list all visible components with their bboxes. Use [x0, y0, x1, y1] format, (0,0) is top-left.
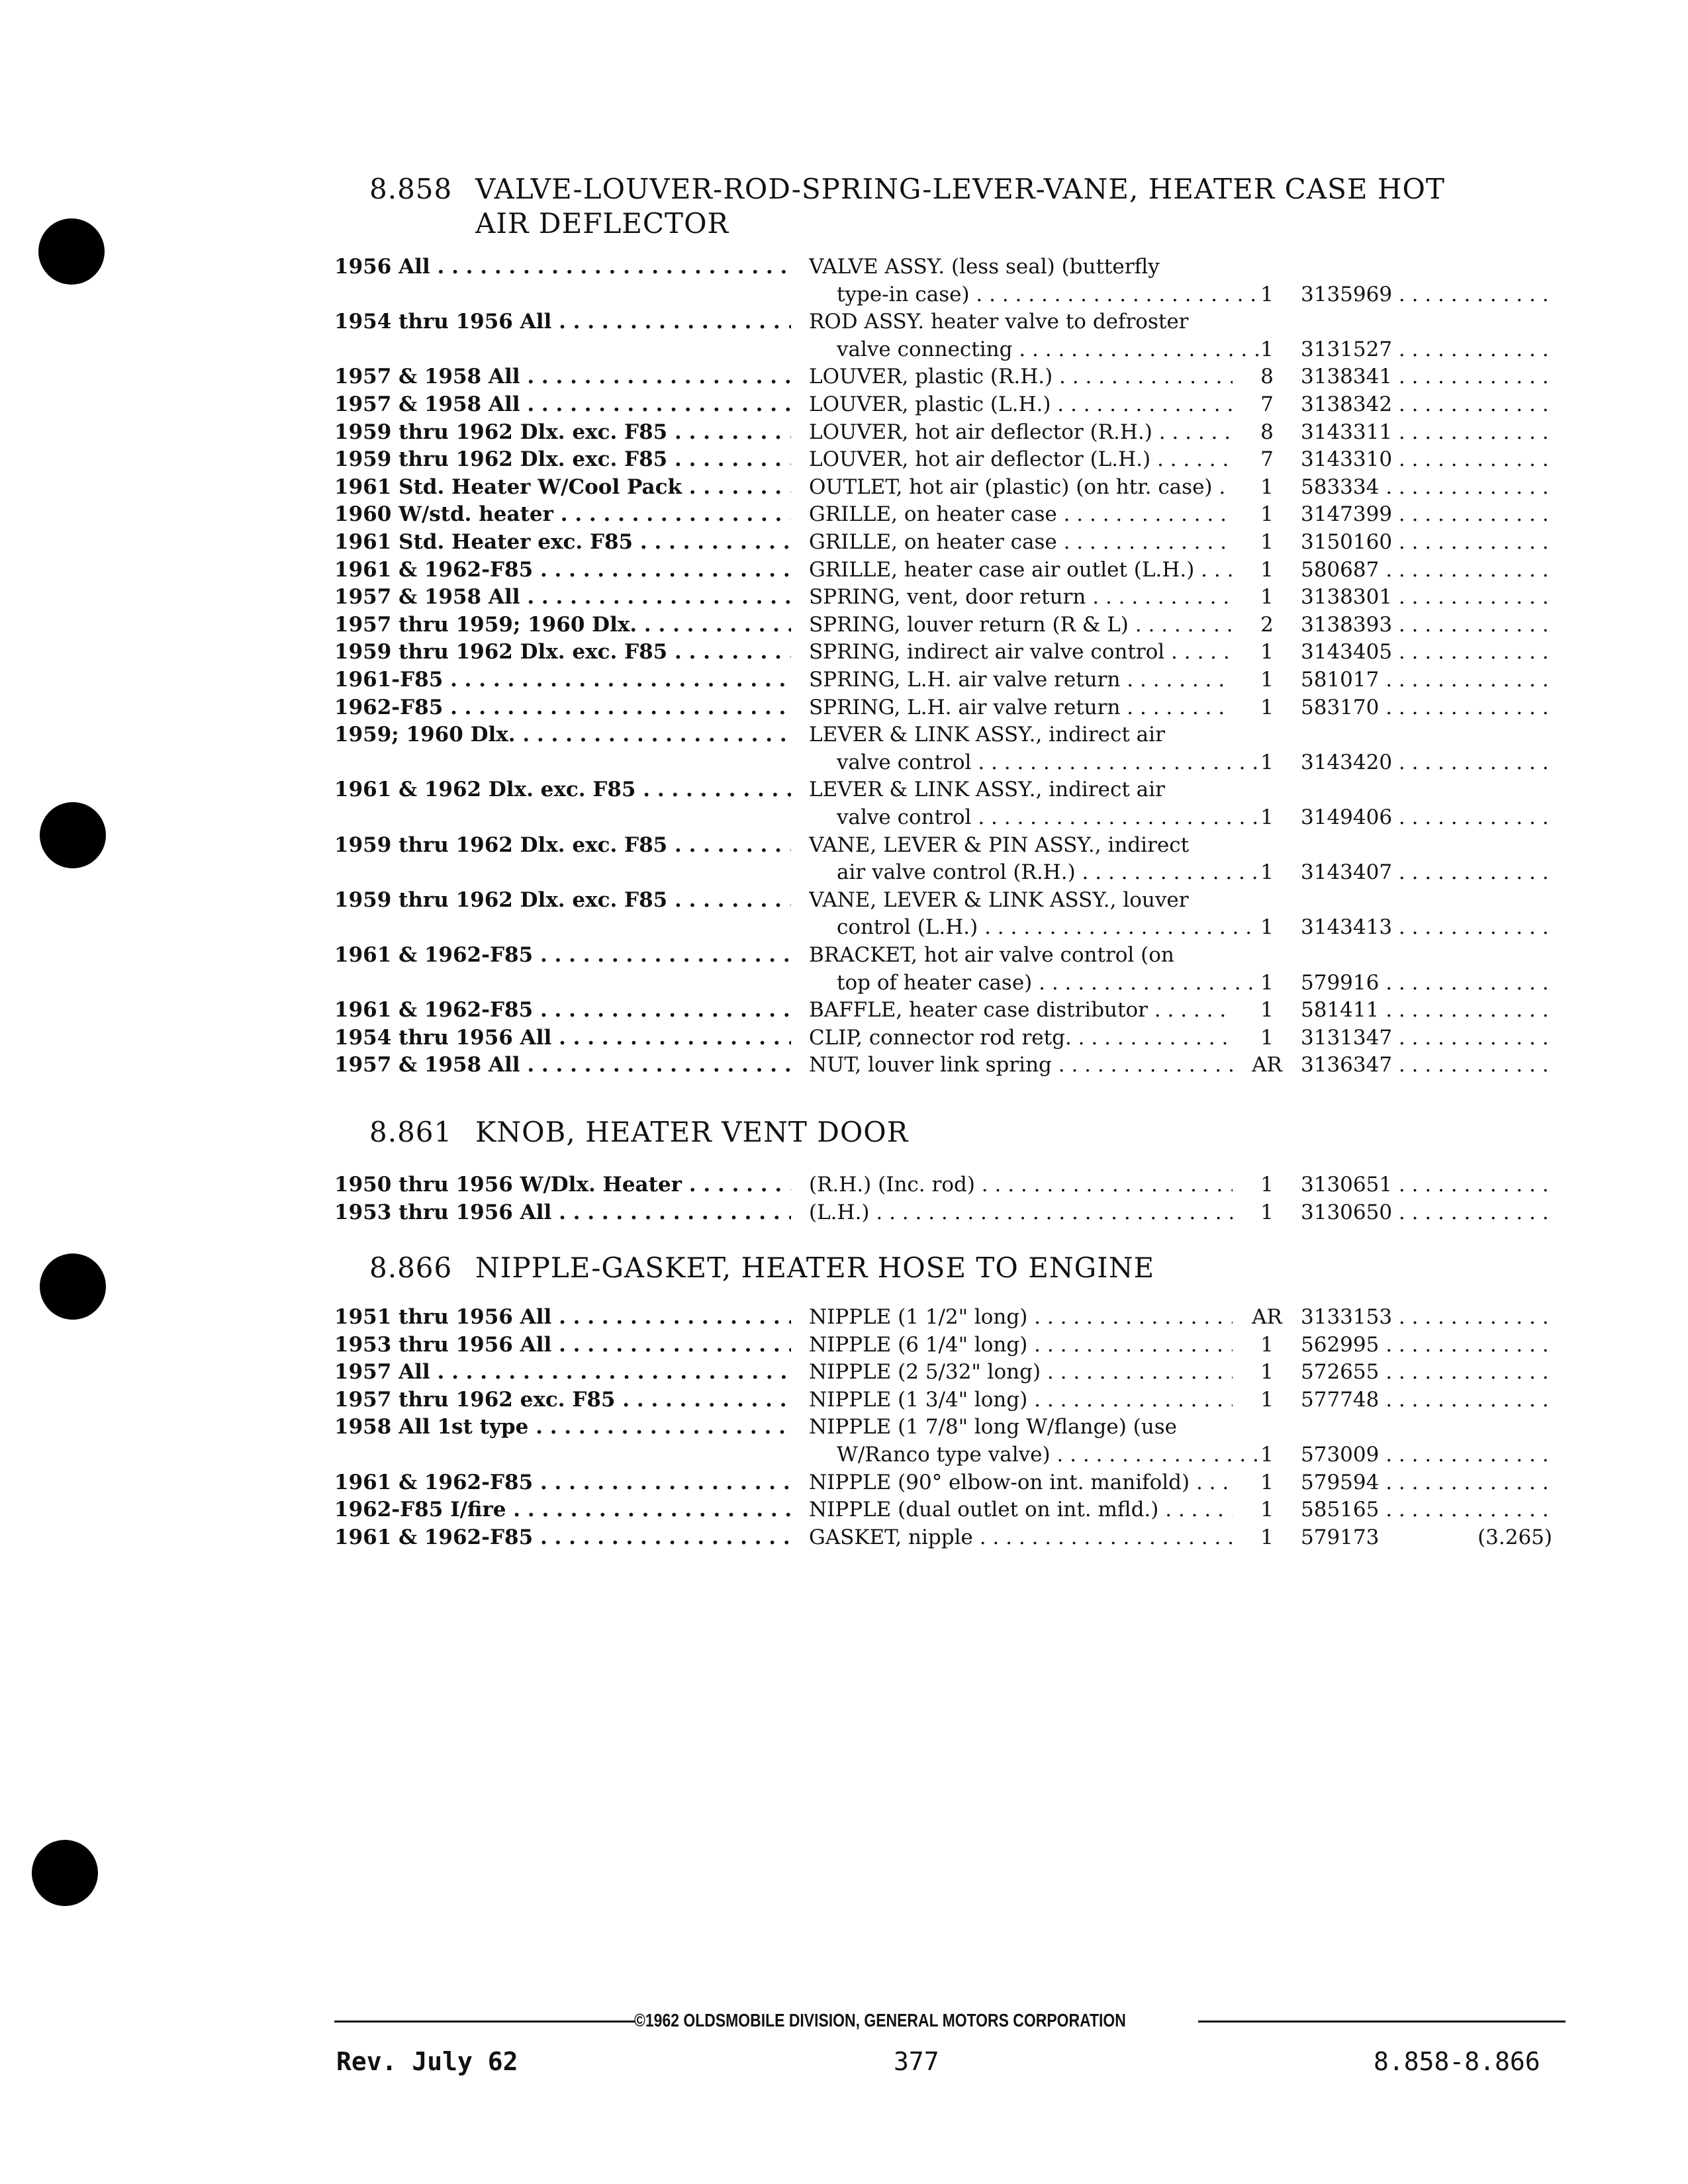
description-cell: SPRING, L.H. air valve return . . .: [809, 666, 1233, 693]
section-heading: [475, 172, 1445, 241]
quantity-cell: 1: [1260, 1498, 1274, 1522]
description-cell: LOUVER, hot air deflector (L.H.) . . .: [809, 446, 1233, 473]
part-row: [0, 1359, 1688, 1387]
part-row: [0, 1332, 1688, 1359]
part-number-cell: 3150160 . . .: [1301, 529, 1552, 555]
description-continuation: W/Ranco type valve) . . .: [809, 1441, 1260, 1468]
application-cell: 1961 & 1962-F85 . . .: [334, 557, 791, 583]
description-cell: SPRING, L.H. air valve return . . .: [809, 694, 1233, 721]
description-cell: BAFFLE, heater case distributor . . .: [809, 997, 1233, 1023]
section-number: 8.866: [369, 1251, 453, 1284]
part-number-cell: 3143407 . . .: [1301, 859, 1552, 886]
quantity-cell: 1: [1260, 695, 1274, 719]
quantity-cell: 2: [1260, 612, 1274, 637]
description-continuation: valve control . . .: [809, 804, 1260, 831]
description-cell: GRILLE, on heater case . . .: [809, 529, 1233, 555]
part-number-cell: 3138393 . . .: [1301, 612, 1552, 638]
part-number-cell: 583170 . . .: [1301, 694, 1552, 721]
part-row: [0, 584, 1688, 612]
part-row: [0, 887, 1688, 942]
application-cell: 1957 thru 1962 exc. F85 . . .: [334, 1387, 791, 1413]
section-range: 8.858-8.866: [1374, 2047, 1540, 2076]
quantity-cell: 1: [1260, 750, 1274, 774]
quantity-cell: 7: [1260, 447, 1274, 472]
section-heading-line: KNOB, HEATER VENT DOOR: [475, 1116, 909, 1148]
part-number-cell: 579594 . . .: [1301, 1469, 1552, 1496]
part-row: [0, 501, 1688, 529]
application-cell: 1957 & 1958 All . . .: [334, 1052, 791, 1078]
part-number-cell: 3136347 . . .: [1301, 1052, 1552, 1078]
footer-rule-right: [1198, 2021, 1566, 2023]
part-number-cell: 3130651 . . .: [1301, 1171, 1552, 1198]
part-row: [0, 1024, 1688, 1052]
application-cell: 1959 thru 1962 Dlx. exc. F85 . . .: [334, 639, 791, 665]
description-cell: ROD ASSY. heater valve to defroster: [809, 310, 1189, 334]
part-row: [0, 419, 1688, 447]
description-cell: NIPPLE (2 5/32" long) . . .: [809, 1359, 1233, 1385]
part-number-cell: 3138342 . . .: [1301, 391, 1552, 418]
quantity-cell: 1: [1260, 970, 1274, 995]
quantity-cell: 1: [1260, 475, 1274, 499]
section-number: 8.858: [369, 173, 453, 205]
description-cell: VALVE ASSY. (less seal) (butterfly: [809, 255, 1160, 279]
part-number-cell: 573009 . . .: [1301, 1441, 1552, 1468]
description-cell: LOUVER, hot air deflector (R.H.) . . .: [809, 419, 1233, 445]
part-row: [0, 666, 1688, 694]
revision-date: Rev. July 62: [336, 2047, 518, 2076]
application-cell: 1961 Std. Heater W/Cool Pack . . .: [334, 474, 791, 500]
section-heading: [475, 1115, 908, 1150]
application-cell: 1957 & 1958 All . . .: [334, 391, 791, 418]
description-cell: GRILLE, heater case air outlet (L.H.) . . .: [809, 557, 1233, 583]
description-continuation: valve control . . .: [809, 749, 1260, 776]
description-cell: LEVER & LINK ASSY., indirect air: [809, 723, 1165, 747]
part-row: [0, 308, 1688, 363]
application-cell: 1953 thru 1956 All . . .: [334, 1332, 791, 1358]
application-cell: 1957 thru 1959; 1960 Dlx. . . .: [334, 612, 791, 638]
description-continuation: air valve control (R.H.) . . .: [809, 859, 1260, 886]
quantity-cell: 1: [1260, 337, 1274, 361]
section-title: [369, 1115, 908, 1150]
application-cell: 1953 thru 1956 All . . .: [334, 1199, 791, 1226]
section-title: [369, 1251, 1154, 1285]
part-row: [0, 776, 1688, 831]
quantity-cell: 8: [1260, 420, 1274, 444]
part-number-cell: 3143420 . . .: [1301, 749, 1552, 776]
part-row: [0, 557, 1688, 584]
quantity-cell: 1: [1260, 1025, 1274, 1050]
part-number-cell: 580687 . . .: [1301, 557, 1552, 583]
description-cell: LEVER & LINK ASSY., indirect air: [809, 778, 1165, 802]
part-row: [0, 832, 1688, 887]
section-heading-line: NIPPLE-GASKET, HEATER HOSE TO ENGINE: [475, 1251, 1155, 1284]
section-title: [369, 172, 1445, 241]
part-number-cell: 581411 . . .: [1301, 997, 1552, 1023]
part-number-cell: 3133153 . . .: [1301, 1304, 1552, 1330]
binder-hole: [32, 1840, 98, 1906]
part-number-cell: 3138301 . . .: [1301, 584, 1552, 610]
quantity-cell: 1: [1260, 502, 1274, 527]
part-row: [0, 694, 1688, 722]
part-number-cell: 3149406 . . .: [1301, 804, 1552, 831]
section-number: 8.861: [369, 1116, 453, 1148]
description-cell: LOUVER, plastic (L.H.) . . .: [809, 391, 1233, 418]
description-cell: NUT, louver link spring . . .: [809, 1052, 1233, 1078]
application-cell: 1951 thru 1956 All . . .: [334, 1304, 791, 1330]
part-number-cell: 581017 . . .: [1301, 666, 1552, 693]
description-cell: SPRING, vent, door return . . .: [809, 584, 1233, 610]
description-cell: VANE, LEVER & PIN ASSY., indirect: [809, 833, 1190, 857]
quantity-cell: 1: [1260, 1200, 1274, 1224]
quantity-cell: 1: [1260, 1387, 1274, 1412]
part-row: [0, 1387, 1688, 1414]
quantity-cell: 1: [1260, 557, 1274, 582]
part-number-cell: 3131347 . . .: [1301, 1024, 1552, 1051]
part-row: [0, 1496, 1688, 1524]
description-cell: CLIP, connector rod retg. . . .: [809, 1024, 1233, 1051]
part-row: [0, 253, 1688, 308]
quantity-cell: 1: [1260, 805, 1274, 829]
part-row: [0, 942, 1688, 997]
part-row: [0, 1052, 1688, 1079]
quantity-cell: 8: [1260, 365, 1274, 389]
footer-rule-left: [334, 2021, 635, 2023]
part-number-cell: 3135969 . . .: [1301, 281, 1552, 308]
application-cell: 1959 thru 1962 Dlx. exc. F85 . . .: [334, 832, 791, 858]
part-number-cell: 3143405 . . .: [1301, 639, 1552, 665]
application-cell: 1956 All . . .: [334, 253, 791, 280]
part-number-cell: 572655 . . .: [1301, 1359, 1552, 1385]
part-row: [0, 1199, 1688, 1227]
part-row: [0, 446, 1688, 474]
quantity-cell: 1: [1260, 860, 1274, 885]
application-cell: 1954 thru 1956 All . . .: [334, 308, 791, 335]
part-number-cell: 3131527 . . .: [1301, 336, 1552, 363]
quantity-cell: 1: [1260, 530, 1274, 554]
description-continuation: top of heater case) . . .: [809, 970, 1260, 996]
application-cell: 1959; 1960 Dlx. . . .: [334, 721, 791, 748]
part-row: [0, 363, 1688, 391]
quantity-cell: 1: [1260, 915, 1274, 940]
application-cell: 1961 & 1962-F85 . . .: [334, 997, 791, 1023]
part-number-cell: 562995 . . .: [1301, 1332, 1552, 1358]
part-row: [0, 1469, 1688, 1497]
quantity-cell: 1: [1260, 282, 1274, 306]
description-cell: LOUVER, plastic (R.H.) . . .: [809, 363, 1233, 390]
part-number-cell: 579173: [1301, 1525, 1380, 1549]
quantity-cell: 1: [1260, 998, 1274, 1023]
part-row: [0, 1304, 1688, 1332]
description-cell: OUTLET, hot air (plastic) (on htr. case) . . .: [809, 474, 1233, 500]
application-cell: 1959 thru 1962 Dlx. exc. F85 . . .: [334, 419, 791, 445]
description-cell: NIPPLE (1 1/2" long) . . .: [809, 1304, 1233, 1330]
quantity-cell: 7: [1260, 392, 1274, 416]
application-cell: 1957 & 1958 All . . .: [334, 584, 791, 610]
page-number: 377: [894, 2047, 939, 2076]
part-number-cell: 585165 . . .: [1301, 1496, 1552, 1523]
quantity-cell: 1: [1260, 640, 1274, 664]
description-cell: SPRING, indirect air valve control . . .: [809, 639, 1233, 665]
description-cell: GRILLE, on heater case . . .: [809, 501, 1233, 527]
part-row: [0, 639, 1688, 666]
quantity-cell: 1: [1260, 1525, 1274, 1549]
application-cell: 1961 & 1962-F85 . . .: [334, 1469, 791, 1496]
quantity-cell: AR: [1252, 1053, 1282, 1077]
part-number-cell: 3143310 . . .: [1301, 446, 1552, 473]
part-row: [0, 529, 1688, 557]
description-cell: SPRING, louver return (R & L) . . .: [809, 612, 1233, 638]
part-number-cell: 3147399 . . .: [1301, 501, 1552, 527]
section-heading-line: AIR DEFLECTOR: [475, 207, 729, 240]
section-heading-line: VALVE-LOUVER-ROD-SPRING-LEVER-VANE, HEATER CASE HOT: [475, 173, 1445, 205]
description-cell: NIPPLE (dual outlet on int. mfld.) . . .: [809, 1496, 1233, 1523]
description-cell: NIPPLE (6 1/4" long) . . .: [809, 1332, 1233, 1358]
quantity-cell: 1: [1260, 585, 1274, 610]
application-cell: 1961 Std. Heater exc. F85 . . .: [334, 529, 791, 555]
part-number-cell: 3143311 . . .: [1301, 419, 1552, 445]
application-cell: 1950 thru 1956 W/Dlx. Heater . . .: [334, 1171, 791, 1198]
part-number-cell: 579916 . . .: [1301, 970, 1552, 996]
application-cell: 1960 W/std. heater . . .: [334, 501, 791, 527]
application-cell: 1954 thru 1956 All . . .: [334, 1024, 791, 1051]
quantity-cell: AR: [1252, 1305, 1282, 1329]
description-cell: (L.H.) . . .: [809, 1199, 1233, 1226]
application-cell: 1962-F85 I/fire . . .: [334, 1496, 791, 1523]
part-number-cell: 3130650 . . .: [1301, 1199, 1552, 1226]
quantity-cell: 1: [1260, 668, 1274, 692]
part-row: [0, 721, 1688, 776]
application-cell: 1962-F85 . . .: [334, 694, 791, 721]
application-cell: 1961-F85 . . .: [334, 666, 791, 693]
description-continuation: type-in case) . . .: [809, 281, 1260, 308]
description-cell: (R.H.) (Inc. rod) . . .: [809, 1171, 1233, 1198]
description-continuation: control (L.H.) . . .: [809, 914, 1260, 940]
copyright-notice: ©1962 OLDSMOBILE DIVISION, GENERAL MOTORS CORPORATION: [634, 2010, 1126, 2030]
quantity-cell: 1: [1260, 1360, 1274, 1385]
part-row: [0, 474, 1688, 502]
application-cell: 1957 & 1958 All . . .: [334, 363, 791, 390]
application-cell: 1959 thru 1962 Dlx. exc. F85 . . .: [334, 887, 791, 913]
quantity-cell: 1: [1260, 1442, 1274, 1467]
part-row: [0, 612, 1688, 639]
description-cell: NIPPLE (90° elbow-on int. manifold) . . .: [809, 1469, 1233, 1496]
application-cell: 1961 & 1962 Dlx. exc. F85 . . .: [334, 776, 791, 803]
application-cell: 1957 All . . .: [334, 1359, 791, 1385]
application-cell: 1961 & 1962-F85 . . .: [334, 942, 791, 968]
description-cell: NIPPLE (1 3/4" long) . . .: [809, 1387, 1233, 1413]
part-number-cell: 577748 . . .: [1301, 1387, 1552, 1413]
section-heading: [475, 1251, 1154, 1285]
reference-cell: (3.265): [1477, 1525, 1552, 1549]
part-row: [0, 997, 1688, 1024]
application-cell: 1959 thru 1962 Dlx. exc. F85 . . .: [334, 446, 791, 473]
quantity-cell: 1: [1260, 1470, 1274, 1494]
description-cell: GASKET, nipple . . .: [809, 1524, 1233, 1551]
quantity-cell: 1: [1260, 1173, 1274, 1197]
description-cell: VANE, LEVER & LINK ASSY., louver: [809, 887, 1189, 912]
description-continuation: valve connecting . . .: [809, 336, 1260, 363]
description-cell: NIPPLE (1 7/8" long W/flange) (use: [809, 1415, 1177, 1439]
part-number-cell: 3138341 . . .: [1301, 363, 1552, 390]
part-number-cell: 583334 . . .: [1301, 474, 1552, 500]
application-cell: 1958 All 1st type . . .: [334, 1414, 791, 1440]
quantity-cell: 1: [1260, 1332, 1274, 1357]
part-row: [0, 1414, 1688, 1469]
part-row: [0, 1524, 1688, 1552]
application-cell: 1961 & 1962-F85 . . .: [334, 1524, 791, 1551]
part-row: [0, 1171, 1688, 1199]
description-cell: BRACKET, hot air valve control (on: [809, 943, 1174, 967]
part-row: [0, 391, 1688, 419]
part-number-cell: 3143413 . . .: [1301, 914, 1552, 940]
